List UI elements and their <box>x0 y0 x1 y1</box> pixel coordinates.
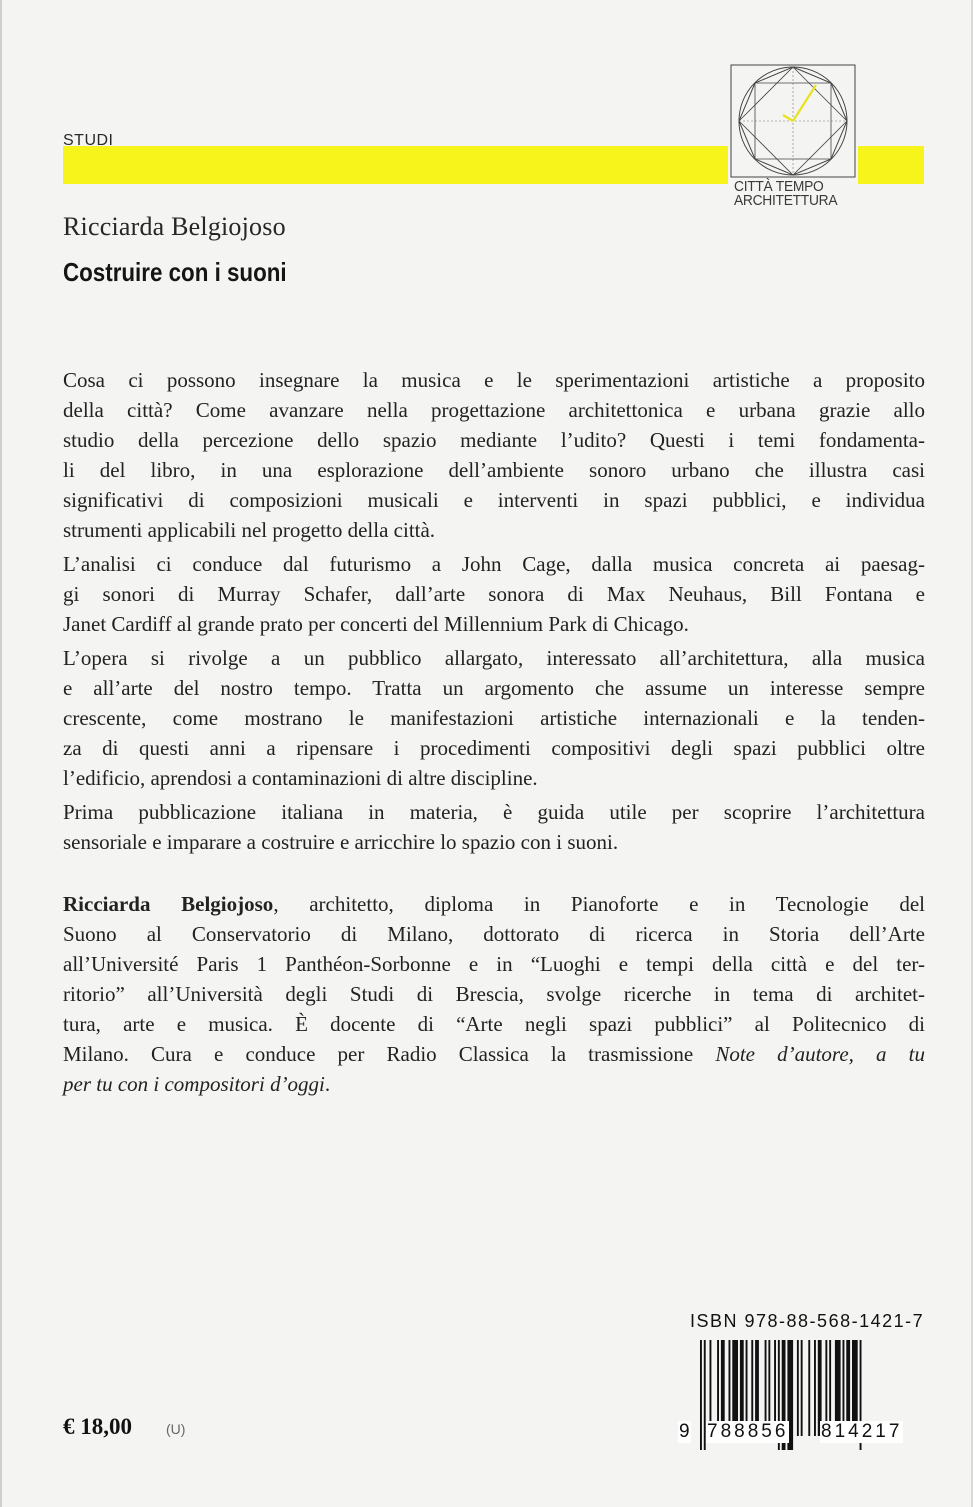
bio-text: , architetto, diploma in Pianoforte e in Tecnologie del <box>273 892 925 916</box>
barcode-right-group: 814217 <box>821 1421 903 1442</box>
bio-line <box>63 889 925 919</box>
text-line: studio della percezione dello spazio mediante l’udito? Questi i temi fondamenta- <box>63 428 925 452</box>
price-code: (U) <box>166 1421 186 1437</box>
barcode-left-group: 788856 <box>707 1421 789 1442</box>
barcode-digits <box>678 1421 928 1451</box>
bio-line: Suono al Conservatorio di Milano, dottorato di ricerca in Storia dell’Arte <box>63 922 925 946</box>
text-line: Prima pubblicazione italiana in materia, è guida utile per scoprire l’architettura <box>63 800 925 824</box>
bio-text: Milano. Cura e conduce per Radio Classica la trasmissione <box>63 1042 716 1066</box>
logo-text-architettura: ARCHITETTURA <box>734 192 838 209</box>
text-line: e all’arte del nostro tempo. Tratta un argomento che assume un interesse sempre <box>63 676 925 700</box>
logo-text-citta-tempo: CITTÀ TEMPO <box>734 178 824 195</box>
text-line: L’opera si rivolge a un pubblico allargato, interessato all’architettura, alla musica <box>63 646 925 670</box>
text-line: strumenti applicabili nel progetto della città. <box>63 518 436 542</box>
series-label: STUDI <box>63 132 114 149</box>
description-paragraph-2 <box>63 549 925 639</box>
text-line: li del libro, in una esplorazione dell’ambiente sonoro urbano che illustra casi <box>63 458 925 482</box>
author-name: Ricciarda Belgiojoso <box>63 212 286 241</box>
bio-line <box>63 1069 925 1099</box>
text-line: l’edificio, aprendosi a contaminazioni di altre discipline. <box>63 766 538 790</box>
text-line: della città? Come avanzare nella progettazione architettonica e urbana grazie allo <box>63 398 925 422</box>
radio-program-title: Note d’autore, a tu <box>715 1042 925 1066</box>
text-line: significativi di composizioni musicali e interventi in spazi pubblici, e individua <box>63 488 925 512</box>
bio-line: all’Université Paris 1 Panthéon-Sorbonne e in “Luoghi e tempi della città e del ter- <box>63 952 925 976</box>
text-line: crescente, come mostrano le manifestazioni artistiche internazionali e la tenden- <box>63 706 925 730</box>
bio-line: ritorio” all’Università degli Studi di Brescia, svolge ricerche in tema di architet- <box>63 982 925 1006</box>
book-title: Costruire con i suoni <box>63 257 287 287</box>
compass-logo-icon <box>728 63 858 181</box>
text-line: Cosa ci possono insegnare la musica e le sperimentazioni artistiche a proposito <box>63 368 925 392</box>
barcode-first-digit: 9 <box>679 1421 690 1442</box>
description-paragraph-3 <box>63 643 925 793</box>
text-line: gi sonori di Murray Schafer, dall’arte sonora di Max Neuhaus, Bill Fontana e <box>63 582 925 606</box>
description-paragraph-4 <box>63 797 925 857</box>
radio-program-title-cont: per tu con i compositori d’oggi <box>63 1072 325 1096</box>
text-line: sensoriale e imparare a costruire e arricchire lo spazio con i suoni. <box>63 830 619 854</box>
bio-line: tura, arte e musica. È docente di “Arte negli spazi pubblici” al Politecnico di <box>63 1012 925 1036</box>
isbn-number: ISBN 978-88-568-1421-7 <box>690 1311 925 1331</box>
book-description <box>63 365 925 857</box>
text-line: L’analisi ci conduce dal futurismo a John Cage, dalla musica concreta ai paesag- <box>63 552 925 576</box>
description-paragraph-1 <box>63 365 925 545</box>
bio-line <box>63 1039 925 1069</box>
text-line: za di questi anni a ripensare i procedimenti compositivi degli spazi pubblici oltre <box>63 736 925 760</box>
text-line: Janet Cardiff al grande prato per concerti del Millennium Park di Chicago. <box>63 612 689 636</box>
price: € 18,00 <box>63 1414 132 1439</box>
publisher-logo <box>728 63 858 207</box>
author-bio <box>63 889 925 1099</box>
bio-author-name: Ricciarda Belgiojoso <box>63 892 274 916</box>
bio-text: . <box>324 1072 331 1096</box>
